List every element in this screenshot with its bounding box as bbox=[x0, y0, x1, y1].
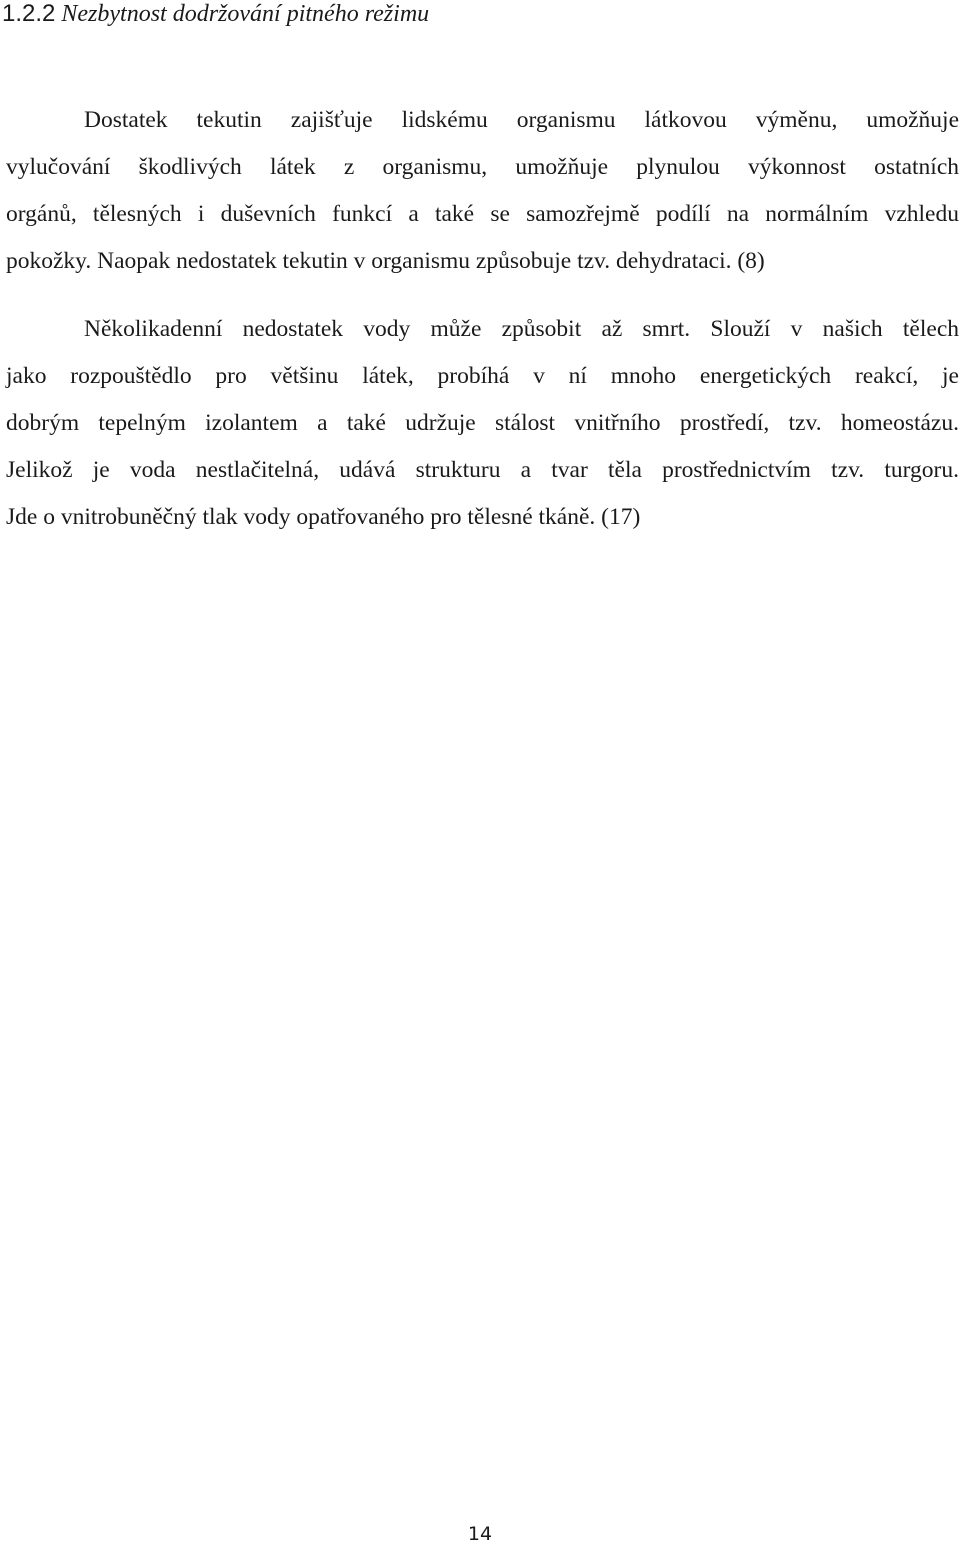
page-number: 14 bbox=[467, 1523, 493, 1545]
section-number: 1.2.2 bbox=[2, 0, 56, 27]
paragraph-line: vylučování škodlivých látek z organismu, umožňuje plynulou výkonnost ostatních bbox=[6, 154, 959, 180]
paragraph-line: Jde o vnitrobuněčný tlak vody opatřovaného pro tělesné tkáně. (17) bbox=[6, 504, 641, 530]
paragraph-line: Jelikož je voda nestlačitelná, udává strukturu a tvar těla prostřednictvím tzv. turgoru. bbox=[6, 457, 959, 483]
paragraph-line: Několikadenní nedostatek vody může způsobit až smrt. Slouží v našich tělech bbox=[84, 316, 959, 342]
paragraph-water-functions bbox=[6, 306, 959, 541]
section-title: Nezbytnost dodržování pitného režimu bbox=[61, 1, 430, 27]
paragraph-line: pokožky. Naopak nedostatek tekutin v organismu způsobuje tzv. dehydrataci. (8) bbox=[6, 248, 765, 274]
paragraph-line: Dostatek tekutin zajišťuje lidskému organismu látkovou výměnu, umožňuje bbox=[84, 107, 959, 133]
paragraph-line: jako rozpouštědlo pro většinu látek, probíhá v ní mnoho energetických reakcí, je bbox=[6, 363, 959, 389]
paragraph-line: orgánů, tělesných i duševních funkcí a také se samozřejmě podílí na normálním vzhledu bbox=[6, 201, 959, 227]
section-heading bbox=[2, 0, 429, 28]
paragraph-fluid-benefits bbox=[6, 97, 959, 285]
paragraph-line: dobrým tepelným izolantem a také udržuje stálost vnitřního prostředí, tzv. homeostázu. bbox=[6, 410, 959, 436]
